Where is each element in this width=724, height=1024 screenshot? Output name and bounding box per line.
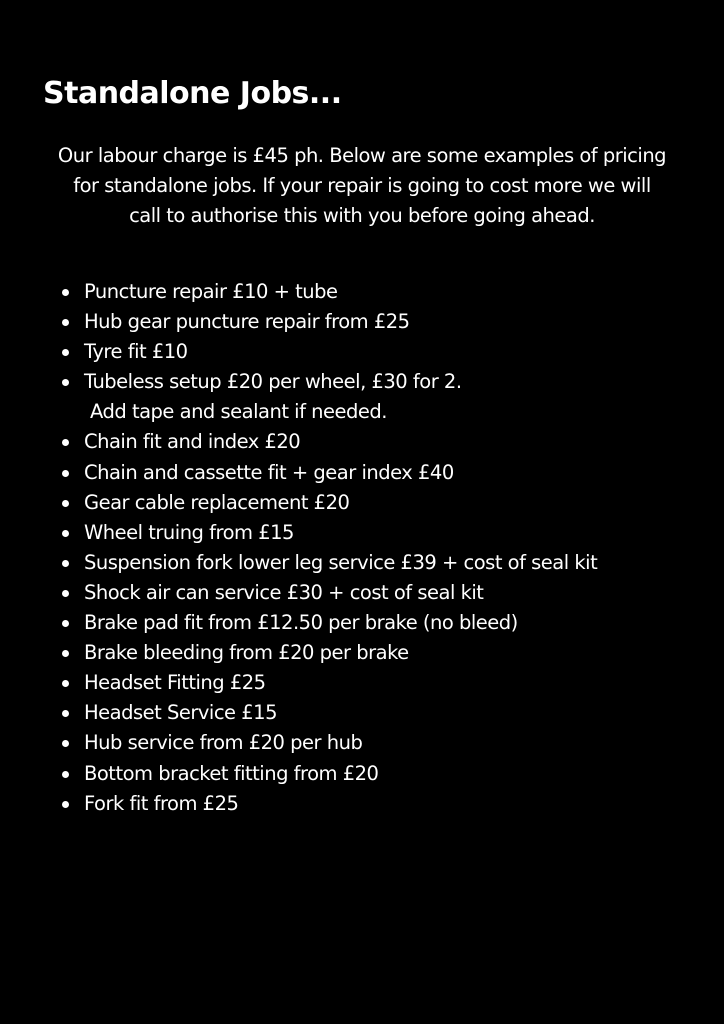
page-title: Standalone Jobs... [43, 76, 342, 111]
job-text: Suspension fork lower leg service £39 + cost of seal kit [84, 550, 598, 574]
job-text: Hub gear puncture repair from £25 [84, 310, 410, 334]
jobs-list [60, 277, 700, 819]
bullet-icon [62, 289, 69, 296]
job-item [60, 578, 700, 608]
job-item [60, 427, 700, 457]
job-item [60, 608, 700, 638]
intro-paragraph [20, 141, 704, 231]
job-item [60, 277, 700, 307]
job-text: Chain fit and index £20 [84, 430, 301, 454]
job-text: Puncture repair £10 + tube [84, 280, 338, 303]
job-text: Brake pad fit from £12.50 per brake (no bleed) [84, 611, 518, 635]
job-item [60, 337, 700, 367]
intro-line: Our labour charge is £45 ph. Below are some examples of pricing [57, 144, 667, 167]
bullet-icon [62, 439, 69, 446]
job-item [60, 728, 700, 758]
job-text: Gear cable replacement £20 [84, 490, 350, 514]
job-note: Add tape and sealant if needed. [90, 400, 387, 424]
job-text: Headset Service £15 [84, 701, 277, 725]
bullet-icon [62, 500, 69, 507]
bullet-icon [62, 349, 69, 356]
bullet-icon [62, 560, 69, 567]
job-item [60, 488, 700, 518]
job-text: Brake bleeding from £20 per brake [84, 641, 409, 665]
job-text: Chain and cassette fit + gear index £40 [84, 460, 454, 484]
bullet-icon [62, 710, 69, 717]
bullet-icon [62, 620, 69, 627]
intro-line: for standalone jobs. If your repair is going to cost more we will [73, 174, 651, 197]
job-text: Fork fit from £25 [84, 791, 239, 815]
job-item [60, 698, 700, 728]
job-item [60, 367, 700, 427]
bullet-icon [62, 680, 69, 687]
job-item [60, 307, 700, 337]
job-text: Tyre fit £10 [84, 340, 188, 364]
bullet-icon [62, 771, 69, 778]
bullet-icon [62, 801, 69, 808]
job-text: Wheel truing from £15 [84, 520, 294, 544]
bullet-icon [62, 319, 69, 326]
job-item [60, 668, 700, 698]
job-item [60, 789, 700, 819]
job-text: Bottom bracket fitting from £20 [84, 761, 379, 785]
job-item [60, 759, 700, 789]
job-item [60, 638, 700, 668]
job-item [60, 518, 700, 548]
job-text: Headset Fitting £25 [84, 671, 266, 695]
intro-line: call to authorise this with you before going ahead. [129, 204, 595, 227]
bullet-icon [62, 470, 69, 477]
bullet-icon [62, 650, 69, 657]
job-text: Hub service from £20 per hub [84, 731, 363, 755]
job-text: Shock air can service £30 + cost of seal kit [84, 580, 484, 604]
bullet-icon [62, 740, 69, 747]
bullet-icon [62, 379, 69, 386]
bullet-icon [62, 590, 69, 597]
job-item [60, 548, 700, 578]
job-item [60, 458, 700, 488]
job-text: Tubeless setup £20 per wheel, £30 for 2. [84, 370, 462, 394]
bullet-icon [62, 530, 69, 537]
